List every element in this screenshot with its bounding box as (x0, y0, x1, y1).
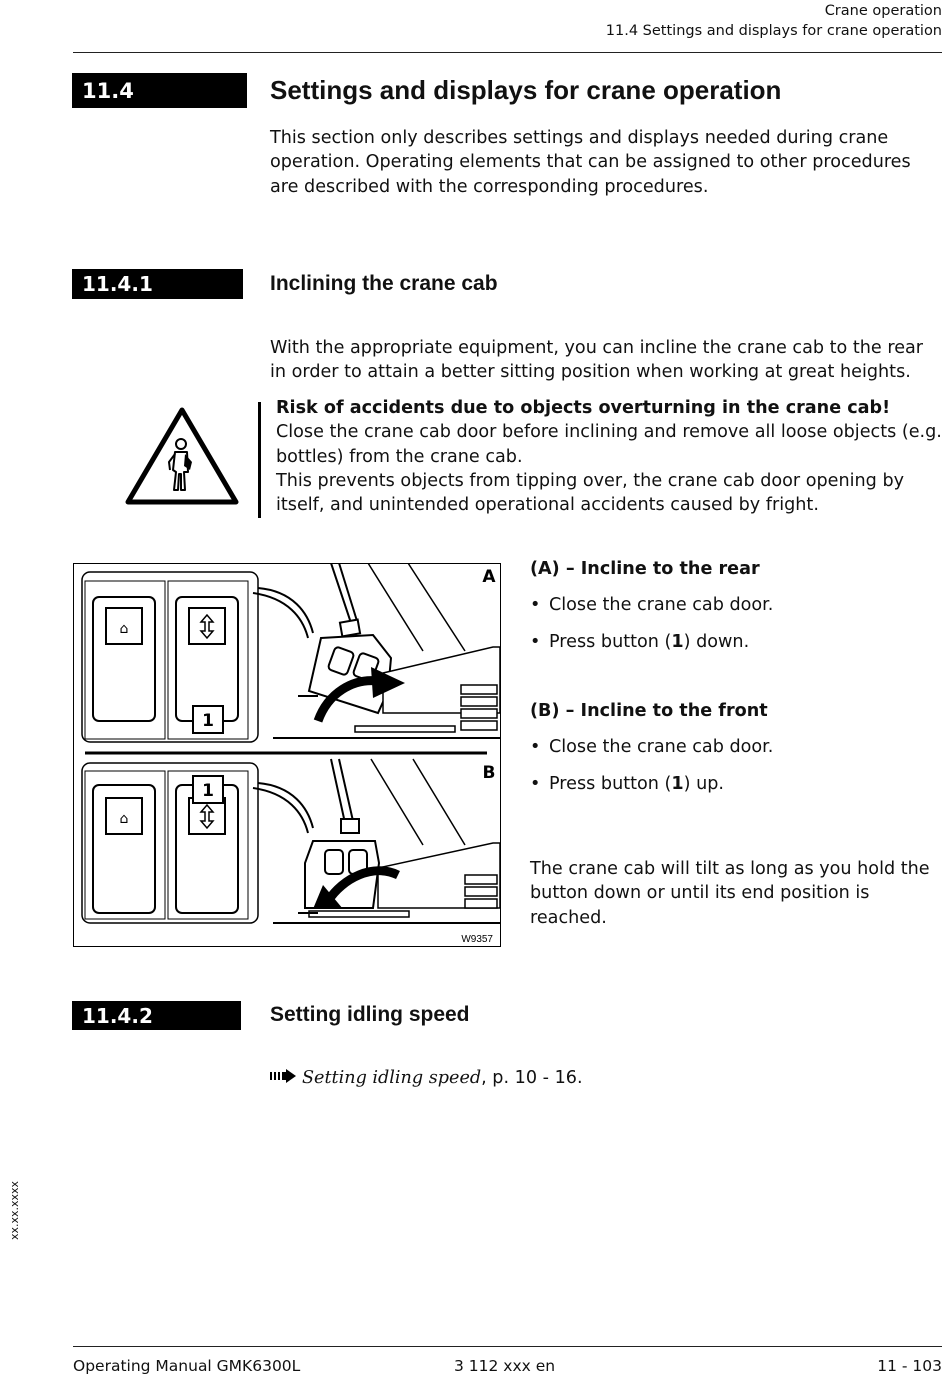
button-number-ref: 1 (671, 773, 684, 794)
step-b-list (530, 735, 944, 796)
control-panel-b (82, 763, 258, 923)
list-item: • Close the crane cab door. (530, 593, 944, 617)
svg-text:⌂: ⌂ (119, 621, 129, 637)
svg-text:⌂: ⌂ (119, 811, 129, 827)
section-title-11-4-2: Setting idling speed (270, 1003, 470, 1026)
step-a (530, 557, 944, 666)
header-rule (73, 52, 942, 53)
cross-reference-title: Setting idling speed (302, 1068, 482, 1088)
footer-rule (73, 1346, 942, 1347)
list-item: • Close the crane cab door. (530, 735, 944, 759)
step-b (530, 699, 944, 808)
section-intro-11-4: This section only describes settings and displays needed during crane operation. Operating elements that can be assigned to other procedures are described with the corresponding procedures. (270, 128, 911, 197)
falling-person-warning-icon (124, 404, 240, 506)
side-code: xx.xx.xxxx (8, 1180, 21, 1240)
list-item (530, 772, 944, 796)
section-title-11-4: Settings and displays for crane operation (270, 75, 782, 105)
section-number-11-4 (72, 73, 247, 108)
cross-reference[interactable] (270, 1066, 583, 1090)
text-run: Press button ( (549, 773, 672, 794)
crane-cab-incline-figure (73, 563, 501, 947)
step-a-list (530, 593, 944, 654)
footer-manual-title: Operating Manual GMK6300L (73, 1357, 301, 1375)
button-number-label-a: 1 (202, 711, 214, 731)
cross-reference-page: , p. 10 - 16. (481, 1068, 583, 1088)
figure-code: W9357 (461, 934, 493, 945)
section-number-text: 11.4.2 (82, 1003, 153, 1028)
tilt-note: The crane cab will tilt as long as you hold the button down or until its end position is reached. (530, 859, 930, 928)
text-run: ) down. (683, 631, 750, 652)
text-run: Press button ( (549, 631, 672, 652)
warning-bar (258, 402, 261, 518)
warning-title: Risk of accidents due to objects overturning in the crane cab! (276, 398, 891, 418)
section-number-11-4-2 (72, 1001, 241, 1030)
text-run: ) up. (683, 773, 725, 794)
cross-reference-arrow-icon (270, 1068, 298, 1084)
header-section: 11.4 Settings and displays for crane operation (605, 23, 942, 39)
button-number-ref: 1 (671, 631, 684, 652)
figure-label-a: A (482, 567, 496, 587)
step-b-heading: (B) – Incline to the front (530, 701, 768, 721)
section-number-11-4-1 (72, 269, 243, 299)
footer-page-number: 11 - 103 (877, 1357, 942, 1375)
warning-line-2: This prevents objects from tipping over, the crane cab door opening by itself, and unintended operational accidents caused by fright. (276, 470, 905, 516)
section-intro-11-4-1: With the appropriate equipment, you can incline the crane cab to the rear in order to attain a better sitting position when working at great heights. (270, 338, 924, 383)
section-title-11-4-1: Inclining the crane cab (270, 272, 498, 295)
figure-label-b: B (482, 763, 496, 783)
list-item (530, 630, 944, 654)
section-number-text: 11.4.1 (82, 272, 153, 296)
section-number-text: 11.4 (82, 78, 134, 103)
control-panel-a (82, 572, 258, 742)
footer-document-number: 3 112 xxx en (454, 1357, 556, 1375)
button-number-label-b: 1 (202, 781, 214, 801)
warning-box (276, 396, 946, 517)
header-chapter: Crane operation (824, 3, 942, 19)
warning-line-1: Close the crane cab door before inclining and remove all loose objects (e.g. bottles) from the crane cab. (276, 422, 942, 467)
step-a-heading: (A) – Incline to the rear (530, 559, 760, 579)
